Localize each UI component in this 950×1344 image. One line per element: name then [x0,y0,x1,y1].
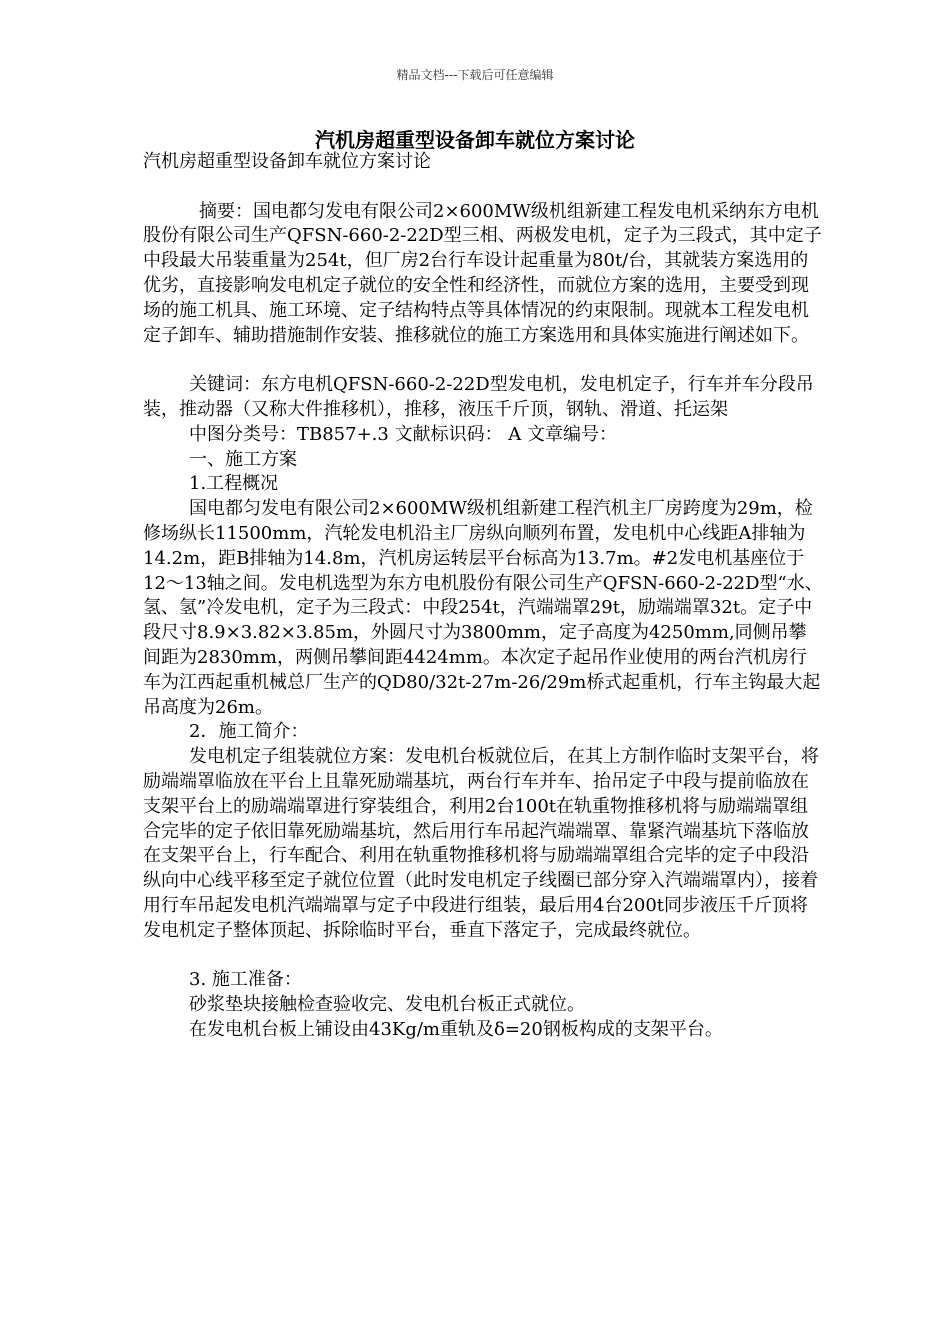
document-body [143,150,823,1043]
document-title: 汽机房超重型设备卸车就位方案讨论 [315,128,635,152]
abstract-paragraph: 摘要：国电都匀发电有限公司2×600MW级机组新建工程发电机采纳东方电机股份有限公司生产QFSN-660-2-22D型三相、两极发电机，定子为三段式，其中定子中段最大吊装重量为254t，但厂房2台行车设计起重量为80t/台，其就装方案选用的优劣，直接影响发电机定子就位的安全性和经济性，而就位方案的选用，主要受到现场的施工机具、施工环境、定子结构特点等具体情况的约束限制。现就本工程发电机定子卸车、辅助措施制作安装、推移就位的施工方案选用和具体实施进行阐述如下。 [143,200,822,346]
section-heading: 一、施工方案 [189,448,297,470]
spacer [143,348,823,373]
spacer [143,944,823,969]
subsection-heading: 1.工程概况 [189,473,279,495]
spacer [143,175,823,200]
overview-paragraph: 国电都匀发电有限公司2×600MW级机组新建工程汽机主厂房跨度为29m，检修场纵长11500mm，汽轮发电机沿主厂房纵向顺列布置，发电机中心线距A排轴为14.2m，距B排轴为14.8m，汽机房运转层平台标高为13.7m。#2发电机基座位于12～13轴之间。发电机选型为东方电机股份有限公司生产QFSN-660-2-22D型“水、氢、氢”冷发电机，定子为三段式：中段254t，汽端端罩29t，励端端罩32t。定子中段尺寸8.9×3.82×3.85m，外圆尺寸为3800mm，定子高度为4250mm,同侧吊攀间距为2830mm，两侧吊攀间距4424mm。本次定子起吊作业使用的两台汽机房行车为江西起重机械总厂生产的QD80/32t-27m-26/29m桥式起重机，行车主钩最大起吊高度为26m。 [143,498,823,718]
prep-paragraph: 砂浆垫块接触检查验收完、发电机台板正式就位。 [189,994,585,1016]
keywords-paragraph: 关键词：东方电机QFSN-660-2-22D型发电机，发电机定子，行车并车分段吊装，推动器（又称大件推移机），推移，液压千斤顶，钢轨、滑道、托运架 [143,374,814,420]
subsection-heading: 3. 施工准备： [189,969,302,991]
subtitle: 汽机房超重型设备卸车就位方案讨论 [143,151,431,172]
page-header: 精品文档---下载后可任意编辑 [396,68,554,82]
subsection-heading: 2．施工简介： [189,721,309,743]
classification-line: 中图分类号：TB857+.3 文献标识码： A 文章编号： [189,423,618,445]
prep-paragraph: 在发电机台板上铺设由43Kg/m重轨及δ=20钢板构成的支架平台。 [189,1018,723,1040]
intro-paragraph: 发电机定子组装就位方案：发电机台板就位后，在其上方制作临时支架平台，将励端端罩临放在平台上且靠死励端基坑，两台行车并车、抬吊定子中段与提前临放在支架平台上的励端端罩进行穿装组合，利用2台100t在轨重物推移机将与励端端罩组合完毕的定子依旧靠死励端基坑，然后用行车吊起汽端端罩、靠紧汽端基坑下落临放在支架平台上，行车配合、利用在轨重物推移机将与励端端罩组合完毕的定子中段沿纵向中心线平移至定子就位位置（此时发电机定子线圈已部分穿入汽端端罩内），接着用行车吊起发电机汽端端罩与定子中段进行组装，最后用4台200t同步液压千斤顶将发电机定子整体顶起、拆除临时平台，垂直下落定子，完成最终就位。 [143,746,819,941]
